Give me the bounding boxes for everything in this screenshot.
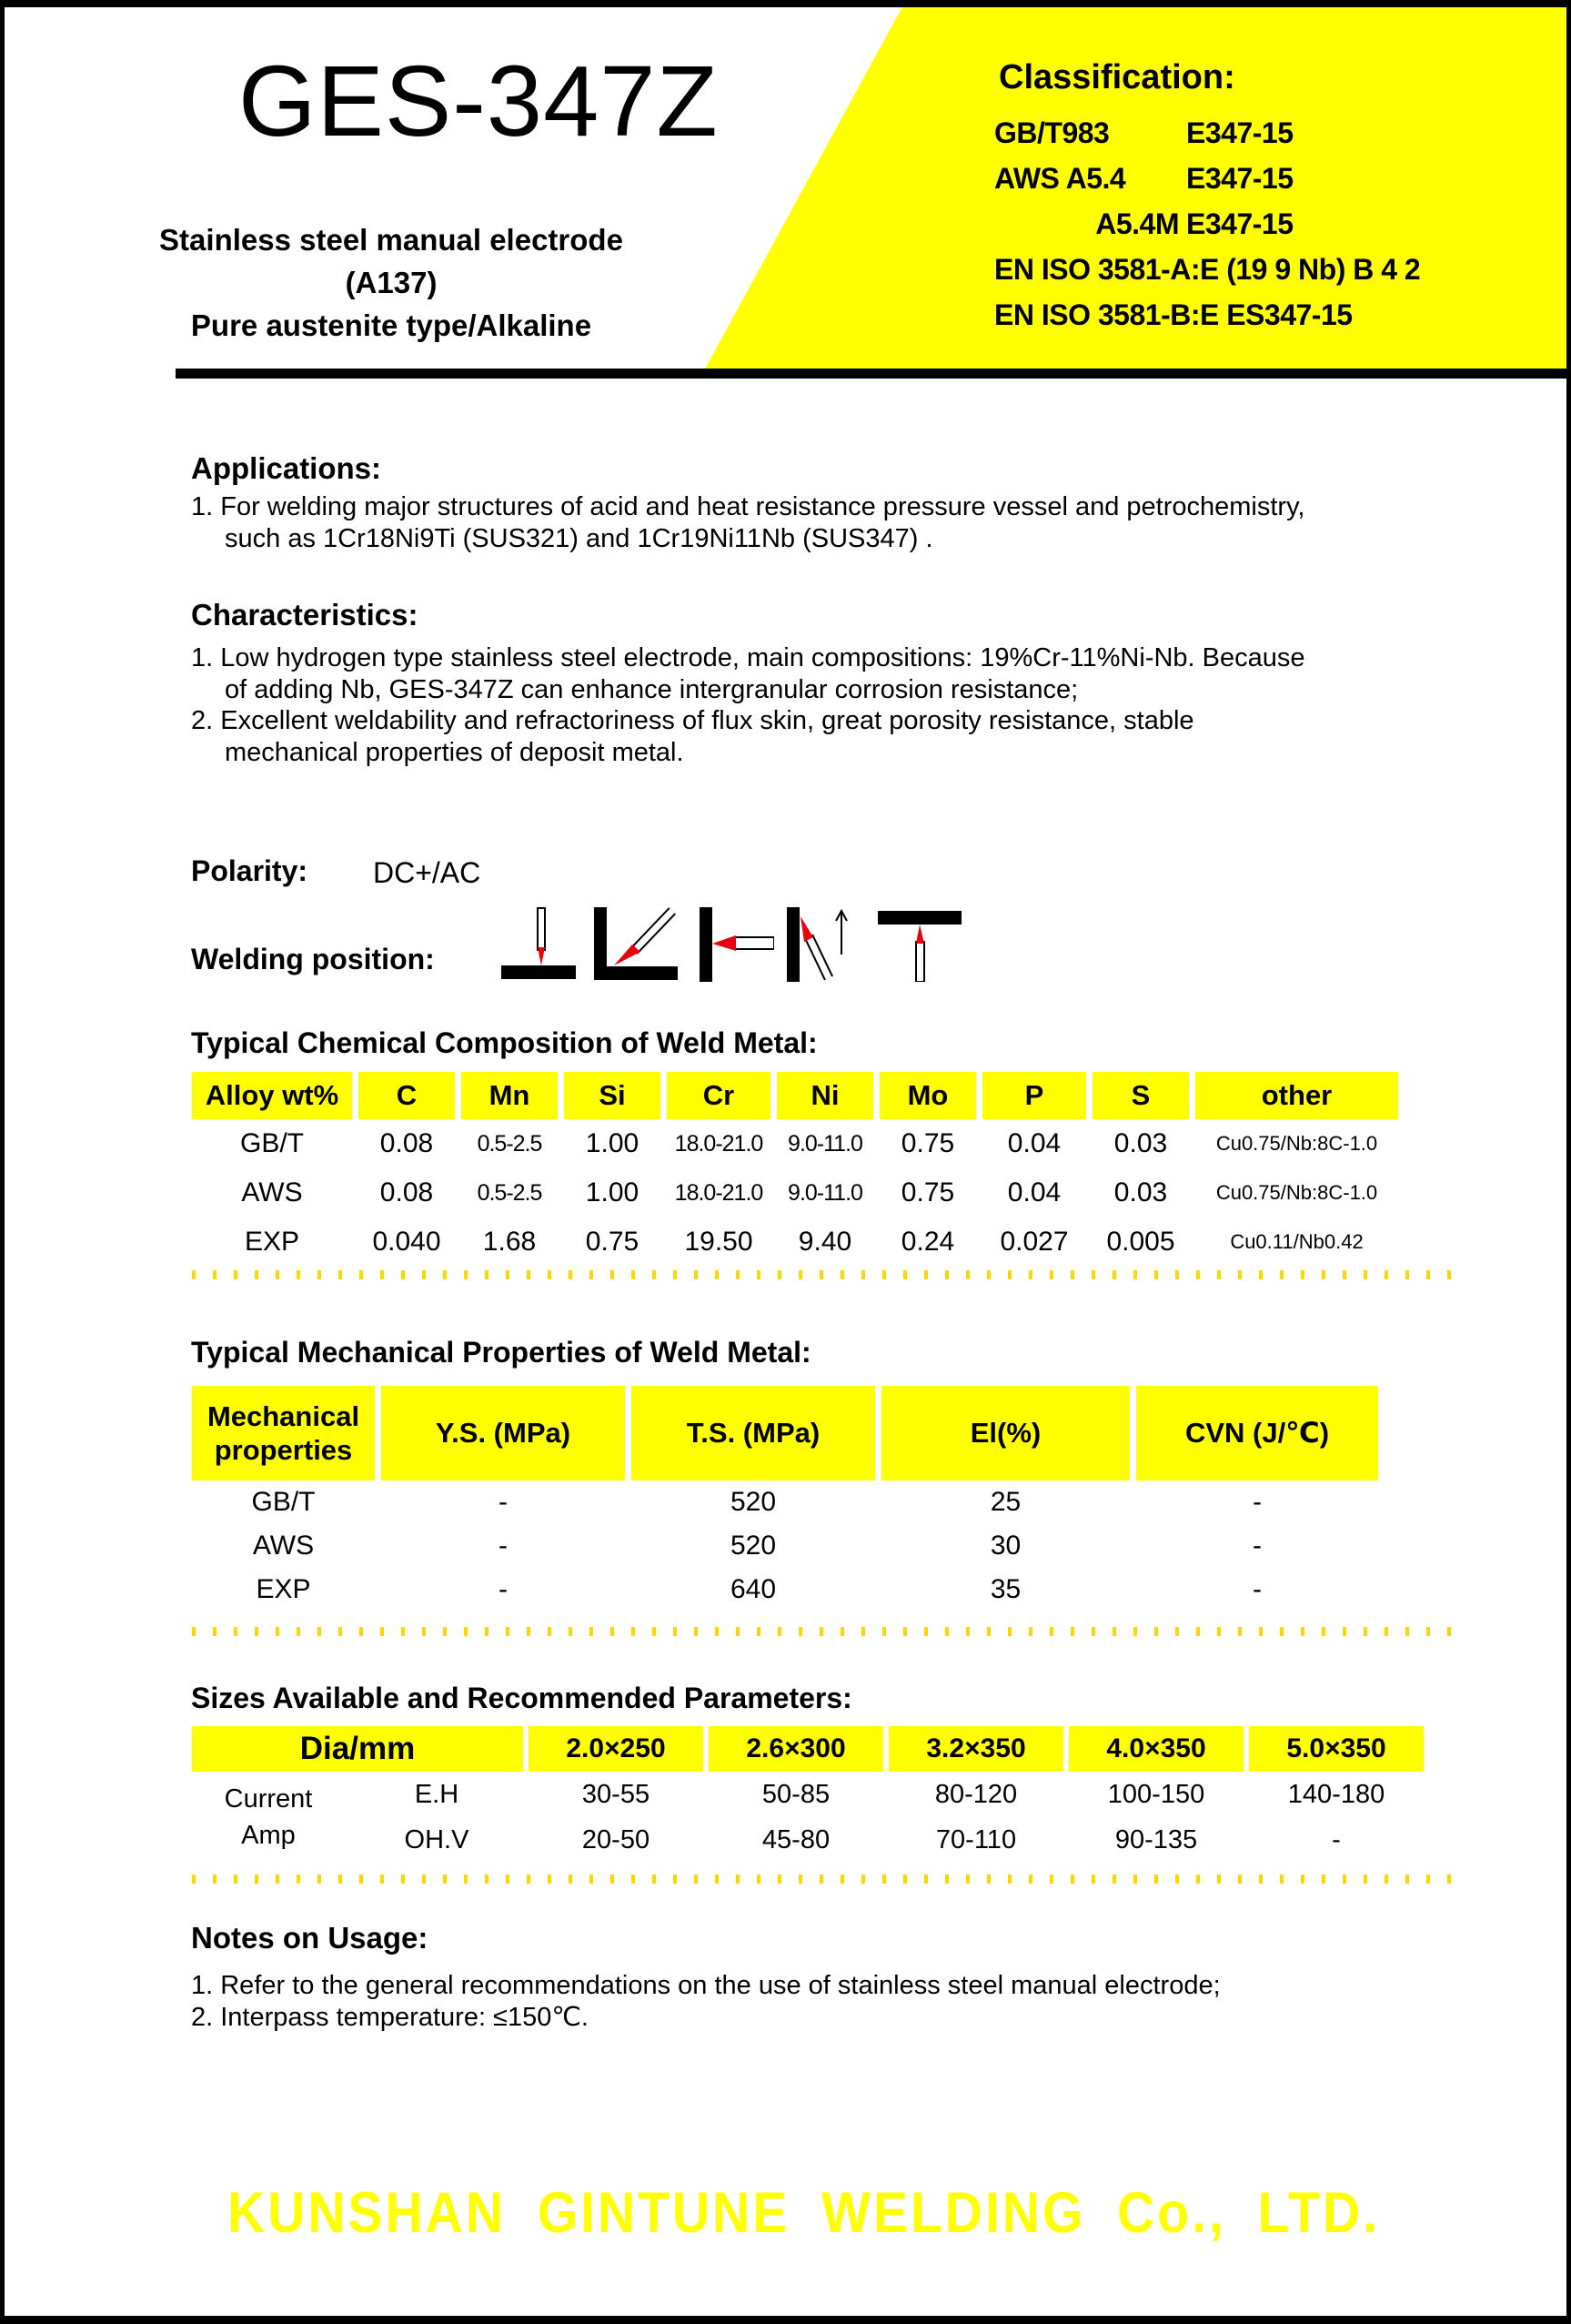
mech-cell: 520 — [730, 1487, 777, 1517]
chem-cell: Cu0.75/Nb:8C-1.0 — [1215, 1181, 1378, 1204]
sizes-row-label: OH.V — [404, 1824, 469, 1854]
chem-cell: 0.5-2.5 — [477, 1179, 542, 1206]
mech-cell: - — [498, 1487, 508, 1517]
fillet-position-icon — [592, 907, 680, 982]
mech-row-label: AWS — [252, 1531, 315, 1561]
sizes-col-header: 4.0×350 — [1069, 1726, 1244, 1772]
applications-heading: Applications: — [191, 451, 382, 485]
characteristics-text — [191, 642, 1483, 768]
chem-cell: 0.040 — [372, 1227, 441, 1257]
sizes-table — [192, 1726, 1424, 1863]
classification-grade: E347-15 — [1186, 207, 1294, 240]
chem-cell: 18.0-21.0 — [674, 1179, 763, 1206]
dotted-divider — [192, 1627, 1461, 1636]
subtitle-line: Pure austenite type/Alkaline — [190, 308, 592, 342]
chem-col-header: C — [358, 1072, 455, 1119]
mech-cell: 35 — [990, 1574, 1022, 1604]
mech-cell: 25 — [990, 1487, 1022, 1517]
classification-standard: EN ISO 3581-A:E (19 9 Nb) B 4 2 — [994, 253, 1421, 286]
mech-cell: - — [1253, 1531, 1262, 1561]
company-name: KUNSHAN GINTUNE WELDING Co., LTD. — [227, 2181, 1381, 2246]
mech-col-header: Mechanical properties — [192, 1386, 375, 1480]
sizes-row-label: E.H — [414, 1779, 459, 1809]
chem-cell: 0.03 — [1113, 1177, 1168, 1207]
classification-row — [994, 201, 1558, 247]
dotted-divider — [192, 1874, 1461, 1884]
horizontal-position-icon — [687, 907, 774, 982]
characteristics-line: 2. Excellent weldability and refractoriness of flux skin, great porosity resistance, stable — [191, 706, 1194, 735]
notes-heading: Notes on Usage: — [191, 1921, 428, 1955]
chem-cell: 1.00 — [585, 1128, 639, 1158]
sizes-cell: 140-180 — [1287, 1779, 1385, 1809]
sizes-cell: 70-110 — [935, 1824, 1017, 1854]
header-divider-bar — [176, 369, 1566, 379]
mech-col-header: El(%) — [881, 1386, 1130, 1480]
chem-col-header: Mn — [461, 1072, 558, 1119]
chem-cell: 9.0-11.0 — [788, 1130, 862, 1157]
product-subtitle-block — [127, 218, 655, 347]
mech-table — [192, 1386, 1378, 1612]
mech-cell: - — [498, 1531, 508, 1561]
mech-row-label: GB/T — [251, 1487, 316, 1517]
mech-row-label: EXP — [256, 1574, 311, 1604]
flat-position-icon — [498, 907, 585, 982]
chem-cell: 0.08 — [379, 1177, 434, 1207]
chem-col-header: Si — [564, 1072, 660, 1119]
sizes-cell: 45-80 — [761, 1824, 831, 1854]
classification-row — [994, 247, 1558, 292]
classification-row — [994, 110, 1558, 156]
sizes-row-group-label: Current Amp — [224, 1784, 313, 1850]
classification-row — [994, 292, 1558, 338]
mech-col-header: T.S. (MPa) — [631, 1386, 875, 1480]
sizes-cell: - — [1332, 1824, 1341, 1854]
chem-cell: 0.75 — [585, 1227, 639, 1257]
mech-cell: 640 — [730, 1574, 777, 1604]
subtitle-line: Stainless steel manual electrode — [159, 223, 623, 257]
chem-row-label: AWS — [241, 1177, 303, 1207]
chem-table — [192, 1072, 1398, 1267]
dotted-divider — [192, 1270, 1461, 1279]
characteristics-heading: Characteristics: — [191, 598, 418, 632]
chem-cell: 1.00 — [585, 1177, 639, 1207]
chem-table-heading: Typical Chemical Composition of Weld Metal: — [191, 1026, 818, 1059]
sizes-col-header: 3.2×350 — [889, 1726, 1063, 1772]
chem-cell: 1.68 — [482, 1227, 537, 1257]
classification-grade: E347-15 — [1186, 162, 1294, 195]
chem-col-header: Cr — [667, 1072, 770, 1119]
chem-cell: 0.75 — [901, 1128, 955, 1158]
mech-table-heading: Typical Mechanical Properties of Weld Metal: — [191, 1336, 811, 1369]
sizes-col-header: 2.6×300 — [709, 1726, 883, 1772]
sizes-cell: 30-55 — [581, 1779, 650, 1809]
page-frame-bottom — [0, 2316, 1571, 2324]
page-frame-left — [0, 0, 5, 2324]
chem-col-header: S — [1093, 1072, 1189, 1119]
mech-cell: - — [1253, 1487, 1262, 1517]
chem-cell: 0.04 — [1007, 1177, 1062, 1207]
chem-cell: 0.04 — [1007, 1128, 1062, 1158]
chem-cell: 18.0-21.0 — [674, 1130, 763, 1157]
mech-cell: 30 — [990, 1531, 1022, 1561]
vertical-up-position-icon — [781, 907, 869, 982]
classification-standard: AWS A5.4 — [994, 162, 1126, 195]
chem-col-header: Alloy wt% — [192, 1072, 352, 1119]
chem-cell: 9.40 — [798, 1227, 852, 1257]
applications-text — [191, 491, 1483, 554]
mech-col-header: Y.S. (MPa) — [381, 1386, 625, 1480]
classification-standard: EN ISO 3581-B:E ES347-15 — [994, 298, 1353, 331]
overhead-position-icon — [876, 907, 963, 982]
mech-cell: 520 — [730, 1531, 777, 1561]
characteristics-line: mechanical properties of deposit metal. — [225, 737, 684, 767]
chem-cell: 0.027 — [1000, 1227, 1069, 1257]
product-code-title: GES-347Z — [238, 45, 719, 157]
sizes-dia-header: Dia/mm — [192, 1726, 523, 1772]
chem-cell: Cu0.11/Nb0.42 — [1230, 1230, 1364, 1253]
chem-cell: 0.75 — [901, 1177, 955, 1207]
page-frame-top — [0, 0, 1571, 7]
chem-cell: 0.03 — [1113, 1128, 1168, 1158]
chem-col-header: Mo — [880, 1072, 976, 1119]
characteristics-line: of adding Nb, GES-347Z can enhance intergranular corrosion resistance; — [225, 674, 1079, 704]
chem-cell: 19.50 — [684, 1227, 753, 1257]
subtitle-line: (A137) — [345, 266, 438, 299]
chem-row-label: EXP — [244, 1227, 300, 1257]
sizes-table-heading: Sizes Available and Recommended Parameters: — [191, 1682, 852, 1714]
classification-title: Classification: — [999, 58, 1235, 96]
sizes-cell: 80-120 — [934, 1779, 1018, 1809]
chem-cell: Cu0.75/Nb:8C-1.0 — [1215, 1132, 1378, 1155]
chem-cell: 0.5-2.5 — [477, 1130, 542, 1157]
chem-col-header: other — [1195, 1072, 1398, 1119]
chem-cell: 0.005 — [1106, 1227, 1175, 1257]
classification-row — [994, 156, 1558, 201]
welding-position-label: Welding position: — [191, 943, 435, 975]
notes-line: 1. Refer to the general recommendations on the use of stainless steel manual electrode; — [191, 1971, 1221, 2000]
characteristics-line: 1. Low hydrogen type stainless steel electrode, main compositions: 19%Cr-11%Ni-Nb. Because — [191, 643, 1305, 672]
polarity-value: DC+/AC — [373, 856, 481, 889]
chem-cell: 0.24 — [901, 1227, 955, 1257]
polarity-label: Polarity: — [191, 854, 308, 887]
notes-text — [191, 1970, 1510, 2034]
mech-cell: - — [1253, 1574, 1262, 1604]
sizes-cell: 90-135 — [1114, 1824, 1198, 1854]
classification-grade: E347-15 — [1186, 116, 1294, 149]
classification-standard: A5.4M — [1095, 207, 1179, 240]
chem-cell: 0.08 — [379, 1128, 434, 1158]
applications-line: such as 1Cr18Ni9Ti (SUS321) and 1Cr19Ni11Nb (SUS347) . — [225, 523, 933, 553]
welding-position-icons — [498, 907, 963, 982]
classification-block — [994, 58, 1558, 338]
mech-col-header: CVN (J/℃) — [1136, 1386, 1378, 1480]
chem-cell: 9.0-11.0 — [788, 1179, 862, 1206]
sizes-cell: 50-85 — [761, 1779, 831, 1809]
chem-row-label: GB/T — [239, 1128, 304, 1158]
chem-col-header: P — [982, 1072, 1086, 1119]
page-frame-right — [1566, 0, 1571, 2324]
sizes-col-header: 5.0×350 — [1249, 1726, 1424, 1772]
applications-line: 1. For welding major structures of acid and heat resistance pressure vessel and petrochemistry, — [191, 492, 1305, 521]
sizes-col-header: 2.0×250 — [529, 1726, 703, 1772]
chem-col-header: Ni — [777, 1072, 873, 1119]
notes-line: 2. Interpass temperature: ≤150℃. — [191, 2003, 589, 2032]
classification-standard: GB/T983 — [994, 116, 1110, 149]
sizes-cell: 100-150 — [1107, 1779, 1205, 1809]
sizes-cell: 20-50 — [581, 1824, 650, 1854]
mech-cell: - — [498, 1574, 508, 1604]
